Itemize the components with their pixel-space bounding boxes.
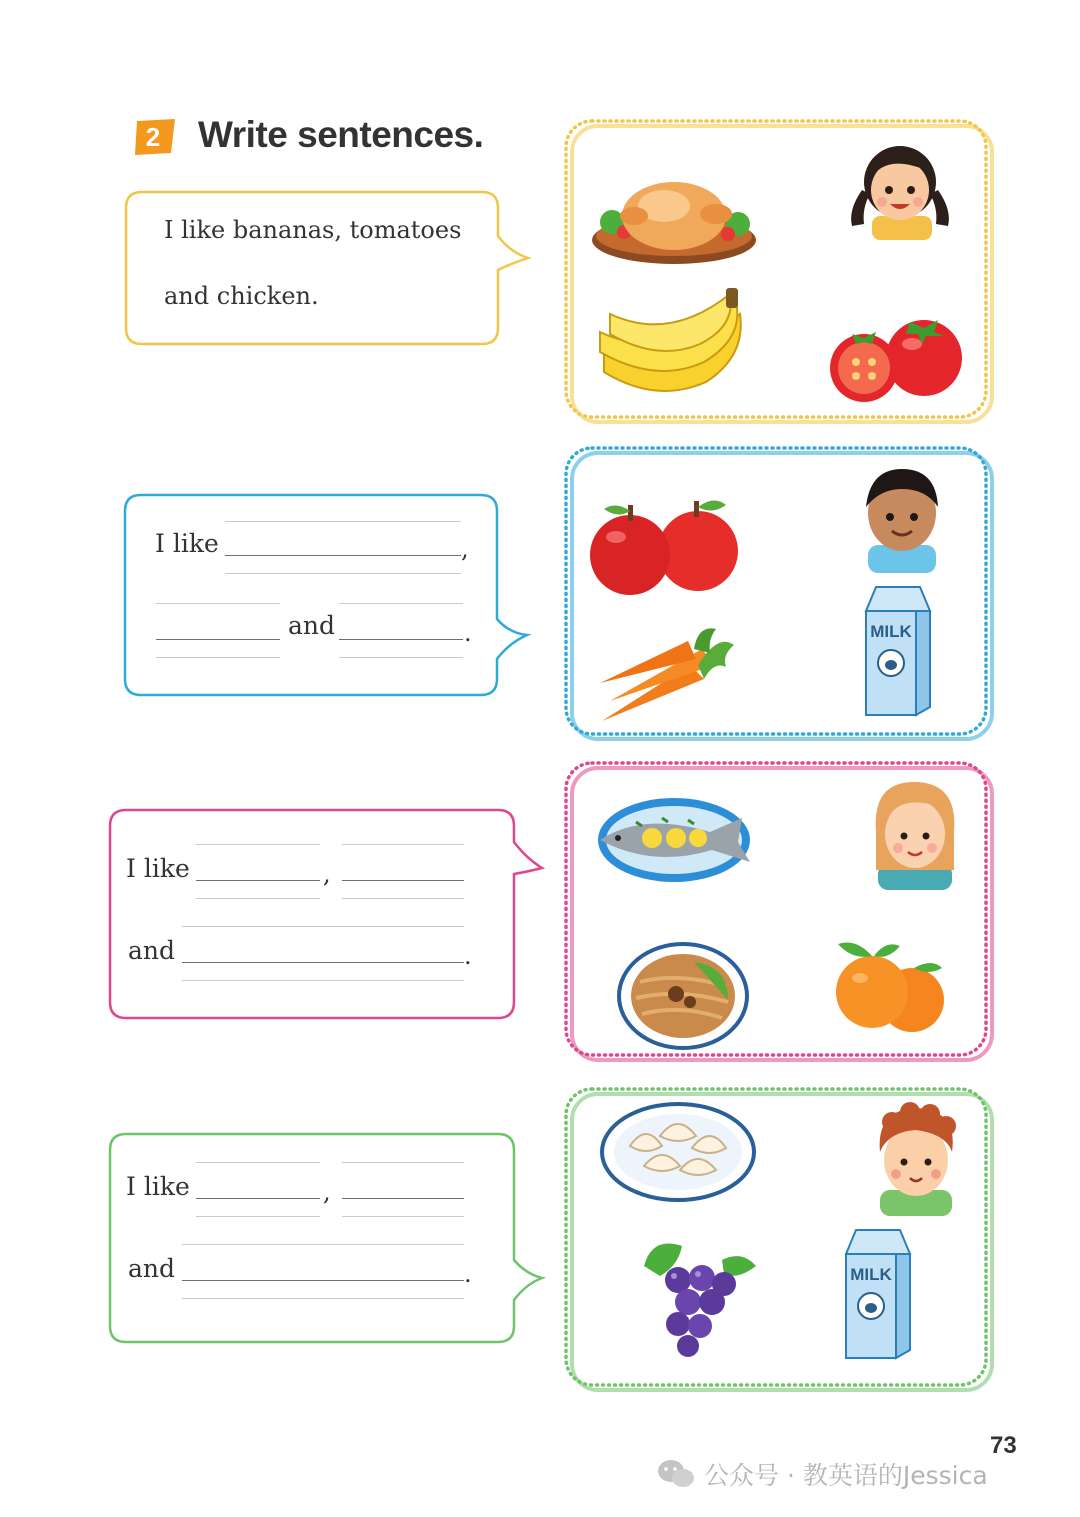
- girl-icon: [842, 130, 958, 240]
- watermark: [656, 1456, 988, 1492]
- i-like-label: I like: [126, 1172, 190, 1201]
- apples-icon: [586, 495, 742, 597]
- bubble-outline: [124, 190, 534, 350]
- i-like-label: I like: [155, 529, 219, 558]
- page-number: 73: [990, 1432, 1017, 1459]
- bubble-outline: [108, 1132, 548, 1348]
- exercise-title: Write sentences.: [198, 114, 484, 155]
- answer-bubble-2: [123, 493, 533, 699]
- girl-icon: [868, 772, 962, 890]
- and-label: and: [128, 1254, 176, 1283]
- grapes-icon: [638, 1236, 762, 1362]
- period: .: [464, 1260, 472, 1288]
- exercise-number: 2: [145, 122, 161, 152]
- oranges-icon: [832, 936, 948, 1036]
- bubble-outline: [108, 808, 548, 1024]
- example-speech-bubble: [124, 190, 534, 350]
- milk-carton-icon: [838, 1226, 916, 1362]
- tomatoes-icon: [826, 314, 970, 406]
- wechat-icon: [656, 1458, 696, 1490]
- comma: ,: [323, 1178, 331, 1206]
- picture-panel-2: [562, 445, 998, 745]
- and-label: and: [288, 611, 336, 640]
- milk-label: MILK: [850, 1265, 892, 1284]
- fish-dish-icon: [592, 794, 756, 886]
- watermark-text: 公众号 · 教英语的Jessica: [704, 1461, 988, 1490]
- milk-label: MILK: [870, 622, 912, 641]
- milk-carton-icon: [858, 583, 936, 719]
- period: .: [464, 619, 472, 647]
- period: .: [464, 942, 472, 970]
- picture-panel-4: [562, 1086, 998, 1396]
- picture-panel-3: [562, 760, 998, 1066]
- roast-chicken-icon: [588, 174, 760, 270]
- and-label: and: [128, 936, 176, 965]
- i-like-label: I like: [126, 854, 190, 883]
- bubble-outline: [123, 493, 533, 699]
- exercise-number-badge: [133, 117, 177, 157]
- noodles-bowl-icon: [616, 942, 750, 1050]
- example-line-2: and chicken.: [164, 282, 319, 310]
- example-line-1: I like bananas, tomatoes: [164, 216, 462, 244]
- picture-panel-1: [562, 118, 998, 428]
- comma: ,: [461, 535, 469, 563]
- boy-icon: [868, 1096, 964, 1216]
- comma: ,: [323, 860, 331, 888]
- answer-bubble-3: [108, 808, 548, 1024]
- carrots-icon: [598, 625, 738, 729]
- bananas-icon: [596, 286, 760, 404]
- boy-icon: [852, 461, 952, 573]
- answer-bubble-4: [108, 1132, 548, 1348]
- dumplings-plate-icon: [600, 1100, 756, 1204]
